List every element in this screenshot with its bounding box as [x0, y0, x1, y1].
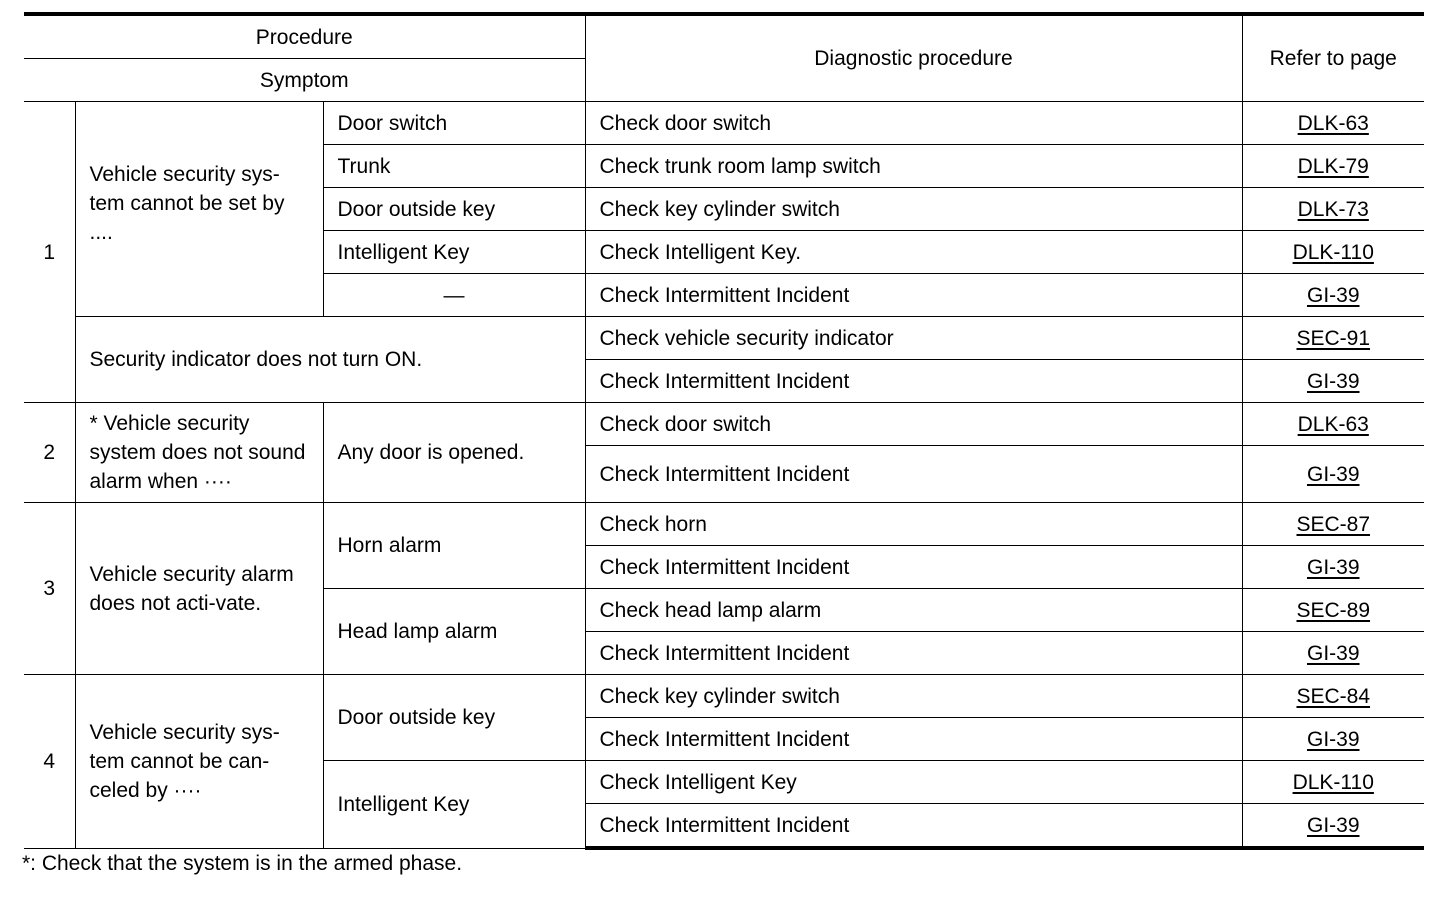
table-row: [24, 403, 1424, 446]
procedure-cell: Check vehicle security indicator: [585, 317, 1242, 360]
procedure-cell: Check key cylinder switch: [585, 188, 1242, 231]
refer-cell: [1242, 360, 1424, 403]
refer-cell: [1242, 102, 1424, 145]
refer-cell: [1242, 632, 1424, 675]
symptom-cell: * Vehicle security system does not sound alarm when ····: [75, 403, 323, 503]
refer-link[interactable]: SEC-91: [1296, 326, 1371, 350]
header-diagnostic-procedure: Diagnostic procedure: [585, 14, 1242, 102]
table-row: [24, 503, 1424, 546]
symptom-cell: Vehicle security sys-tem cannot be set by ....: [75, 102, 323, 317]
condition-cell: Door outside key: [323, 188, 585, 231]
condition-cell: Trunk: [323, 145, 585, 188]
refer-link[interactable]: SEC-89: [1296, 598, 1371, 622]
refer-cell: [1242, 718, 1424, 761]
symptom-cell: Vehicle security alarm does not acti-vate.: [75, 503, 323, 675]
table-row: [24, 675, 1424, 718]
refer-link[interactable]: DLK-110: [1292, 770, 1374, 794]
refer-link[interactable]: DLK-110: [1292, 240, 1374, 264]
diagnosis-table-wrapper: [24, 12, 1424, 850]
procedure-cell: Check horn: [585, 503, 1242, 546]
refer-link[interactable]: SEC-84: [1296, 684, 1371, 708]
refer-cell: [1242, 403, 1424, 446]
procedure-cell: Check key cylinder switch: [585, 675, 1242, 718]
group-number: 4: [24, 675, 75, 849]
refer-link[interactable]: DLK-79: [1297, 154, 1369, 178]
refer-link[interactable]: DLK-73: [1297, 197, 1369, 221]
table-row: [24, 317, 1424, 360]
condition-cell: Door switch: [323, 102, 585, 145]
table-row: [24, 102, 1424, 145]
procedure-cell: Check Intermittent Incident: [585, 446, 1242, 503]
diagnosis-table: [24, 12, 1424, 850]
refer-link[interactable]: DLK-63: [1297, 412, 1369, 436]
header-refer-to-page: Refer to page: [1242, 14, 1424, 102]
condition-cell: —: [323, 274, 585, 317]
procedure-cell: Check Intermittent Incident: [585, 804, 1242, 849]
refer-link[interactable]: GI-39: [1306, 369, 1360, 393]
condition-cell: Any door is opened.: [323, 403, 585, 503]
refer-cell: [1242, 145, 1424, 188]
procedure-cell: Check Intermittent Incident: [585, 718, 1242, 761]
refer-link[interactable]: GI-39: [1306, 555, 1360, 579]
procedure-cell: Check door switch: [585, 403, 1242, 446]
refer-cell: [1242, 546, 1424, 589]
refer-cell: [1242, 446, 1424, 503]
refer-cell: [1242, 274, 1424, 317]
refer-cell: [1242, 675, 1424, 718]
condition-cell: Horn alarm: [323, 503, 585, 589]
procedure-cell: Check head lamp alarm: [585, 589, 1242, 632]
footnote: *: Check that the system is in the armed phase.: [22, 852, 463, 875]
refer-link[interactable]: GI-39: [1306, 462, 1360, 486]
group-number: 1: [24, 102, 75, 403]
condition-cell: Head lamp alarm: [323, 589, 585, 675]
refer-cell: [1242, 761, 1424, 804]
header-procedure: Procedure: [24, 14, 585, 59]
refer-link[interactable]: GI-39: [1306, 641, 1360, 665]
refer-link[interactable]: GI-39: [1306, 727, 1360, 751]
refer-cell: [1242, 188, 1424, 231]
procedure-cell: Check Intermittent Incident: [585, 546, 1242, 589]
refer-link[interactable]: GI-39: [1306, 813, 1360, 837]
refer-cell: [1242, 503, 1424, 546]
header-row-procedure: [24, 14, 1424, 59]
condition-cell: Intelligent Key: [323, 231, 585, 274]
procedure-cell: Check Intelligent Key.: [585, 231, 1242, 274]
refer-link[interactable]: SEC-87: [1296, 512, 1371, 536]
refer-cell: [1242, 804, 1424, 849]
refer-cell: [1242, 589, 1424, 632]
refer-link[interactable]: GI-39: [1306, 283, 1360, 307]
symptom-cell: Vehicle security sys-tem cannot be can-celed by ····: [75, 675, 323, 849]
header-symptom: Symptom: [24, 59, 585, 102]
procedure-cell: Check Intermittent Incident: [585, 360, 1242, 403]
group-number: 2: [24, 403, 75, 503]
procedure-cell: Check door switch: [585, 102, 1242, 145]
group-number: 3: [24, 503, 75, 675]
procedure-cell: Check Intermittent Incident: [585, 632, 1242, 675]
condition-cell: Door outside key: [323, 675, 585, 761]
refer-cell: [1242, 231, 1424, 274]
refer-link[interactable]: DLK-63: [1297, 111, 1369, 135]
procedure-cell: Check Intelligent Key: [585, 761, 1242, 804]
condition-cell: Intelligent Key: [323, 761, 585, 849]
procedure-cell: Check Intermittent Incident: [585, 274, 1242, 317]
procedure-cell: Check trunk room lamp switch: [585, 145, 1242, 188]
refer-cell: [1242, 317, 1424, 360]
symptom-cell: Security indicator does not turn ON.: [75, 317, 585, 403]
